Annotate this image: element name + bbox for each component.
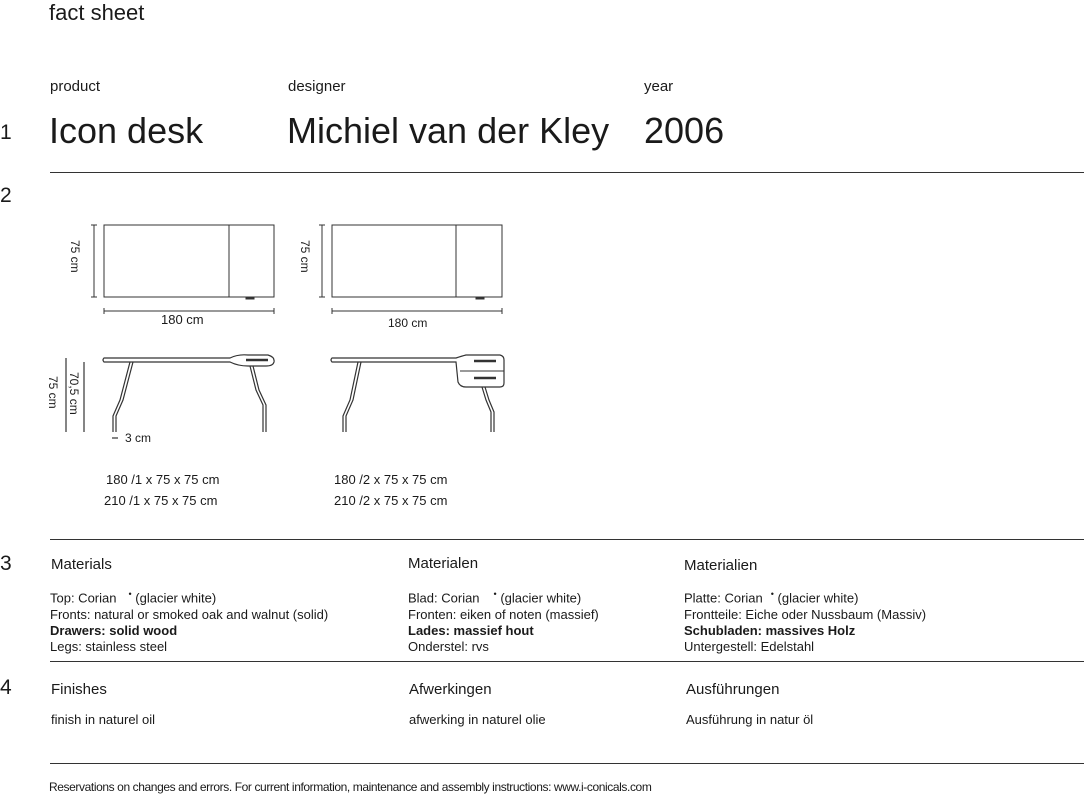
finishes-title-en: Finishes <box>51 681 107 698</box>
material-line: Legs: stainless steel <box>50 639 168 655</box>
side-1-inner-height-label: 70,5 cm <box>67 372 81 415</box>
variant-1a: 180 /1 x 75 x 75 cm <box>106 472 220 487</box>
finishes-text-nl: afwerking in naturel olie <box>409 712 546 727</box>
year-label: year <box>644 78 674 95</box>
divider-3 <box>50 661 1084 662</box>
front-view-2-drawing <box>319 225 502 314</box>
section-number-3: 3 <box>0 552 12 575</box>
product-name: Icon desk <box>49 110 204 151</box>
designer-label: designer <box>288 78 346 95</box>
page-title: fact sheet <box>49 0 145 25</box>
front-view-1-drawing <box>91 225 274 314</box>
section-number-4: 4 <box>0 676 12 699</box>
front-1-width-label: 180 cm <box>161 312 204 327</box>
material-line: Fronts: natural or smoked oak and walnut (solid) <box>50 606 329 622</box>
material-line: Blad: Corian <box>408 590 480 606</box>
material-line: Drawers: solid wood <box>50 622 178 638</box>
designer-name: Michiel van der Kley <box>287 110 610 151</box>
materials-list-nl: Blad: Corian • (glacier white) Fronten: eiken of noten (massief) Lades: massief hout Onderstel: rvs <box>408 589 599 655</box>
material-line: (glacier white) <box>777 590 859 606</box>
section-number-1: 1 <box>0 121 12 144</box>
material-line: Schubladen: massives Holz <box>684 622 856 638</box>
materials-list-en: Top: Corian • (glacier white) Fronts: natural or smoked oak and walnut (solid) Drawers: solid wood Legs: stainless steel <box>50 589 329 655</box>
divider-2 <box>50 539 1084 540</box>
material-line: Platte: Corian <box>684 590 763 606</box>
finishes-text-de: Ausführung in natur öl <box>686 712 814 727</box>
finishes-text-en: finish in naturel oil <box>51 712 156 727</box>
divider-4 <box>50 763 1084 764</box>
side-1-outer-height-label: 75 cm <box>46 376 60 409</box>
year-value: 2006 <box>644 110 725 151</box>
side-view-1-drawing <box>66 355 274 438</box>
section-number-2: 2 <box>0 184 12 207</box>
materials-list-de: Platte: Corian • (glacier white) Frontteile: Eiche oder Nussbaum (Massiv) Schubladen: massives Holz Untergestell: Edelstahl <box>684 589 927 655</box>
materials-title-de: Materialien <box>684 557 758 574</box>
finishes-title-de: Ausführungen <box>686 681 780 698</box>
material-line: Lades: massief hout <box>408 622 534 638</box>
finishes-title-nl: Afwerkingen <box>409 681 492 698</box>
material-line: (glacier white) <box>135 590 217 606</box>
materials-title-nl: Materialen <box>408 555 479 572</box>
material-line: Frontteile: Eiche oder Nussbaum (Massiv) <box>684 606 927 622</box>
material-line: Untergestell: Edelstahl <box>684 639 815 655</box>
material-line: Onderstel: rvs <box>408 639 489 655</box>
material-line: (glacier white) <box>500 590 582 606</box>
variant-2b: 210 /2 x 75 x 75 cm <box>334 493 448 508</box>
side-view-2-drawing <box>331 355 504 432</box>
variant-2a: 180 /2 x 75 x 75 cm <box>334 472 448 487</box>
front-1-height-label: 75 cm <box>68 240 82 273</box>
materials-title-en: Materials <box>51 556 112 573</box>
front-2-height-label: 75 cm <box>298 240 312 273</box>
front-2-width-label: 180 cm <box>388 316 428 330</box>
material-line: Fronten: eiken of noten (massief) <box>408 606 599 622</box>
footer-disclaimer: Reservations on changes and errors. For current information, maintenance and assembly instructions: www.i-conicals.com <box>49 780 652 794</box>
material-line: Top: Corian <box>50 590 117 606</box>
product-label: product <box>50 78 101 95</box>
variant-1b: 210 /1 x 75 x 75 cm <box>104 493 218 508</box>
side-1-thickness-label: 3 cm <box>125 431 152 445</box>
